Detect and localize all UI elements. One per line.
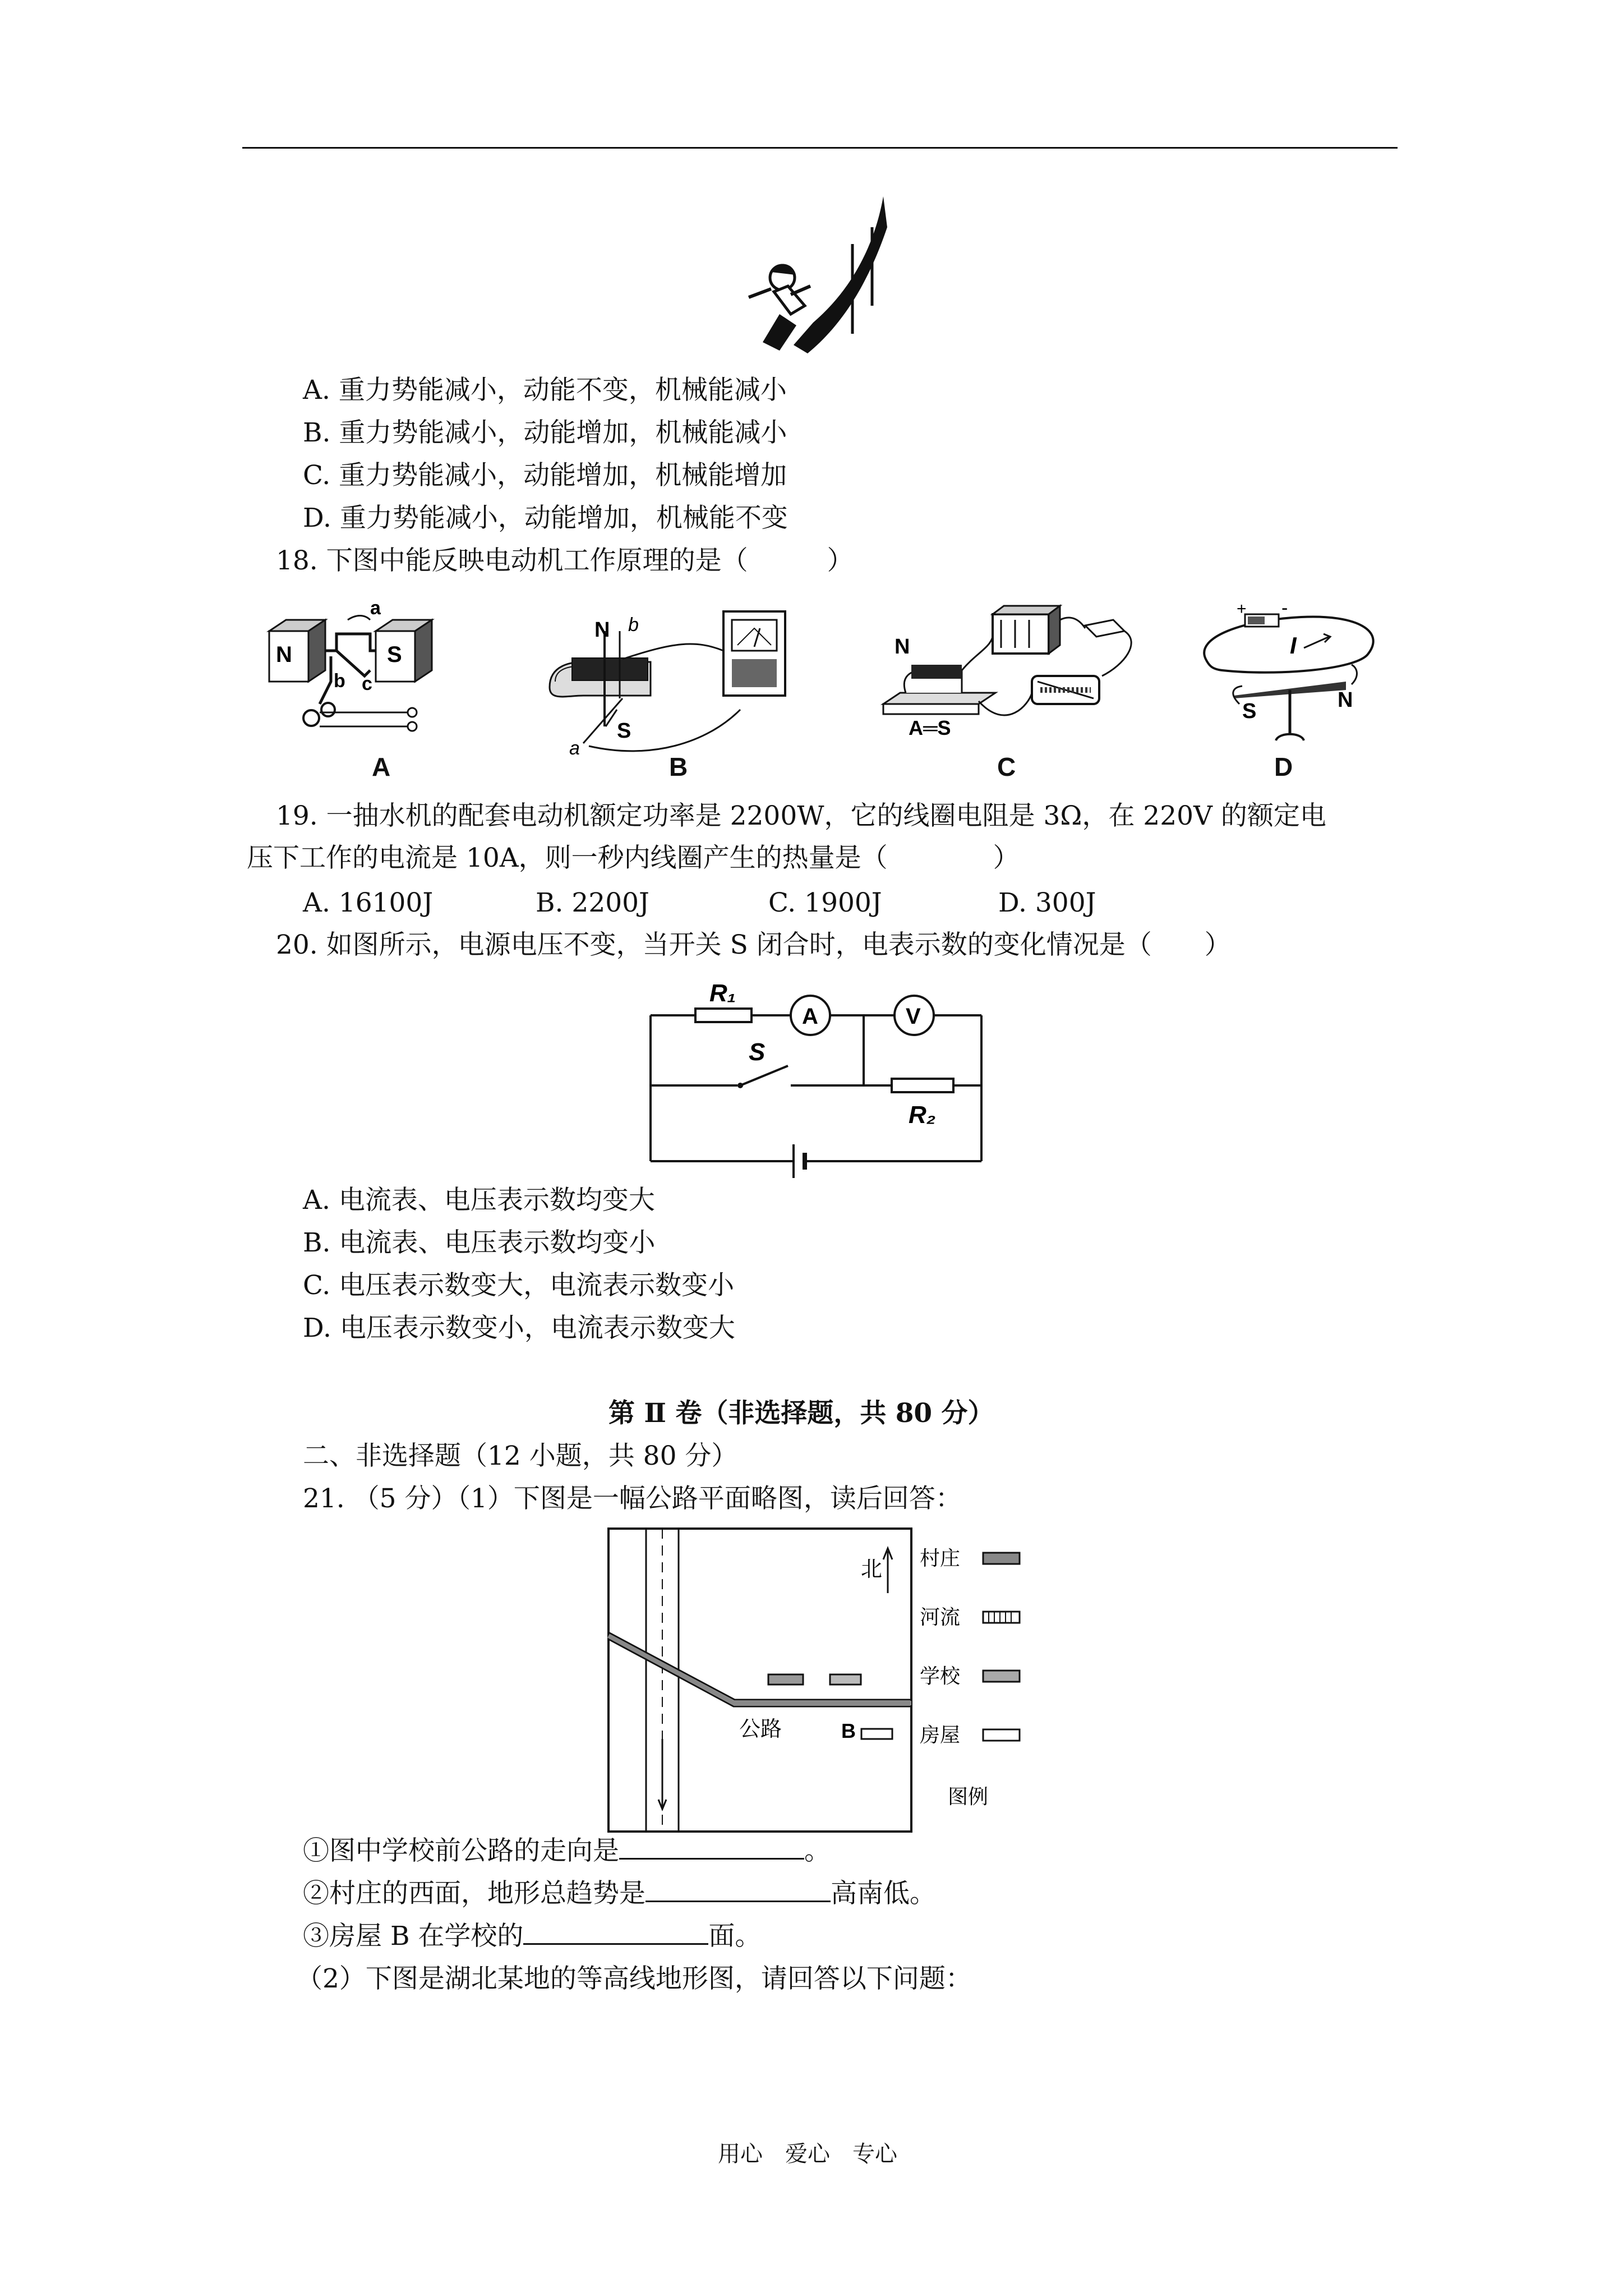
q21-stem: 21. （5 分）（1）下图是一幅公路平面略图，读后回答：	[303, 1483, 962, 1514]
legend-house-label: 房屋	[920, 1723, 961, 1746]
q21-sub2-prefix: ②村庄的西面，地形总趋势是	[303, 1878, 645, 1909]
legend-village-label: 村庄	[920, 1547, 961, 1570]
legend-school-label: 学校	[920, 1664, 961, 1687]
switch-label: S	[749, 1038, 766, 1066]
q21-sub1	[303, 1834, 831, 1868]
q18-label-c: C	[997, 752, 1016, 781]
fig-c-n-label: N	[895, 635, 910, 659]
q21-sub3-answer-blank[interactable]	[523, 1921, 708, 1945]
fig-a-b-label: b	[334, 670, 345, 692]
q18-stem: 18. 下图中能反映电动机工作原理的是（ ）	[276, 545, 854, 576]
road-map	[606, 1526, 1032, 1837]
fig-d-minus-label: -	[1281, 597, 1288, 619]
q18-label-d: D	[1274, 752, 1293, 781]
q20-circuit-diagram	[645, 976, 993, 1178]
house-b-label: B	[841, 1719, 856, 1742]
road-label: 公路	[739, 1718, 782, 1741]
legend-river-label: 河流	[920, 1605, 961, 1628]
q18-label-b: B	[669, 752, 688, 781]
fig-d-current-label: I	[1290, 632, 1297, 659]
voltmeter-label: V	[906, 1004, 921, 1029]
q19-option-d: D. 300J	[998, 887, 1096, 918]
fig-b-n-label: N	[594, 618, 610, 642]
fig-d-s-label: S	[1242, 700, 1257, 723]
q17-option-c: C. 重力势能减小，动能增加，机械能增加	[303, 460, 787, 491]
q17-option-a: A. 重力势能减小，动能不变，机械能减小	[303, 375, 787, 406]
fig-b-b-label: b	[628, 614, 639, 636]
r2-label: R₂	[909, 1101, 936, 1129]
q20-option-b: B. 电流表、电压表示数均变小	[303, 1227, 656, 1258]
fig-a-a-label: a	[370, 597, 381, 619]
fig-a-c-label: c	[362, 673, 372, 694]
part2-section: 二、非选择题（12 小题，共 80 分）	[303, 1441, 738, 1471]
q19-option-b: B. 2200J	[536, 887, 649, 918]
q19-line1: 19. 一抽水机的配套电动机额定功率是 2200W，它的线圈电阻是 3Ω，在 220V 的额定电	[276, 800, 1326, 831]
q18-figure-c	[878, 597, 1147, 760]
q21-sub1-suffix: 。	[804, 1835, 831, 1866]
q19-option-c: C. 1900J	[768, 887, 882, 918]
q20-option-d: D. 电压表示数变小，电流表示数变大	[303, 1313, 735, 1343]
part2-title: 第 Ⅱ 卷（非选择题，共 80 分）	[608, 1398, 994, 1429]
q18-figure-b	[538, 597, 796, 760]
fig-d-plus-label: +	[1237, 600, 1247, 618]
page-footer: 用心 爱心 专心	[718, 2141, 897, 2167]
q19-line2: 压下工作的电流是 10A，则一秒内线圈产生的热量是（ ）	[247, 843, 1020, 873]
q21-sub3-prefix: ③房屋 B 在学校的	[303, 1921, 524, 1952]
ammeter-label: A	[802, 1004, 818, 1029]
fig-a-n-label: N	[276, 642, 292, 667]
q20-stem: 20. 如图所示，电源电压不变，当开关 S 闭合时，电表示数的变化情况是（ ）	[276, 930, 1231, 960]
q18-label-a: A	[372, 752, 391, 781]
q19-option-a: A. 16100J	[303, 887, 434, 918]
fig-b-s-label: S	[617, 719, 631, 743]
slide-illustration	[740, 194, 892, 367]
q18-figure-d	[1189, 597, 1391, 760]
q21-sub3	[303, 1920, 761, 1953]
q21-sub2	[303, 1877, 936, 1911]
fig-c-as-label: A═S	[909, 716, 951, 739]
fig-a-s-label: S	[387, 642, 402, 667]
fig-d-n-label: N	[1338, 688, 1353, 712]
q21-sub1-prefix: ①图中学校前公路的走向是	[303, 1835, 619, 1866]
q21-sub2-suffix: 高南低。	[831, 1878, 936, 1909]
r1-label: R₁	[709, 979, 736, 1007]
q21-sub1-answer-blank[interactable]	[619, 1835, 804, 1860]
header-rule	[242, 147, 1398, 149]
q20-option-c: C. 电压表示数变大，电流表示数变小	[303, 1270, 735, 1301]
fig-b-a-label: a	[569, 738, 580, 759]
q17-option-d: D. 重力势能减小，动能增加，机械能不变	[303, 503, 788, 533]
q21-sub3-suffix: 面。	[708, 1921, 762, 1952]
q21-sub4: （2）下图是湖北某地的等高线地形图，请回答以下问题：	[296, 1963, 972, 1994]
north-label: 北	[861, 1558, 883, 1581]
q21-sub2-answer-blank[interactable]	[645, 1878, 831, 1902]
q20-option-a: A. 电流表、电压表示数均变大	[303, 1185, 655, 1216]
q17-option-b: B. 重力势能减小，动能增加，机械能减小	[303, 417, 787, 448]
q18-figure-a	[264, 597, 449, 760]
legend-title: 图例	[948, 1785, 989, 1808]
